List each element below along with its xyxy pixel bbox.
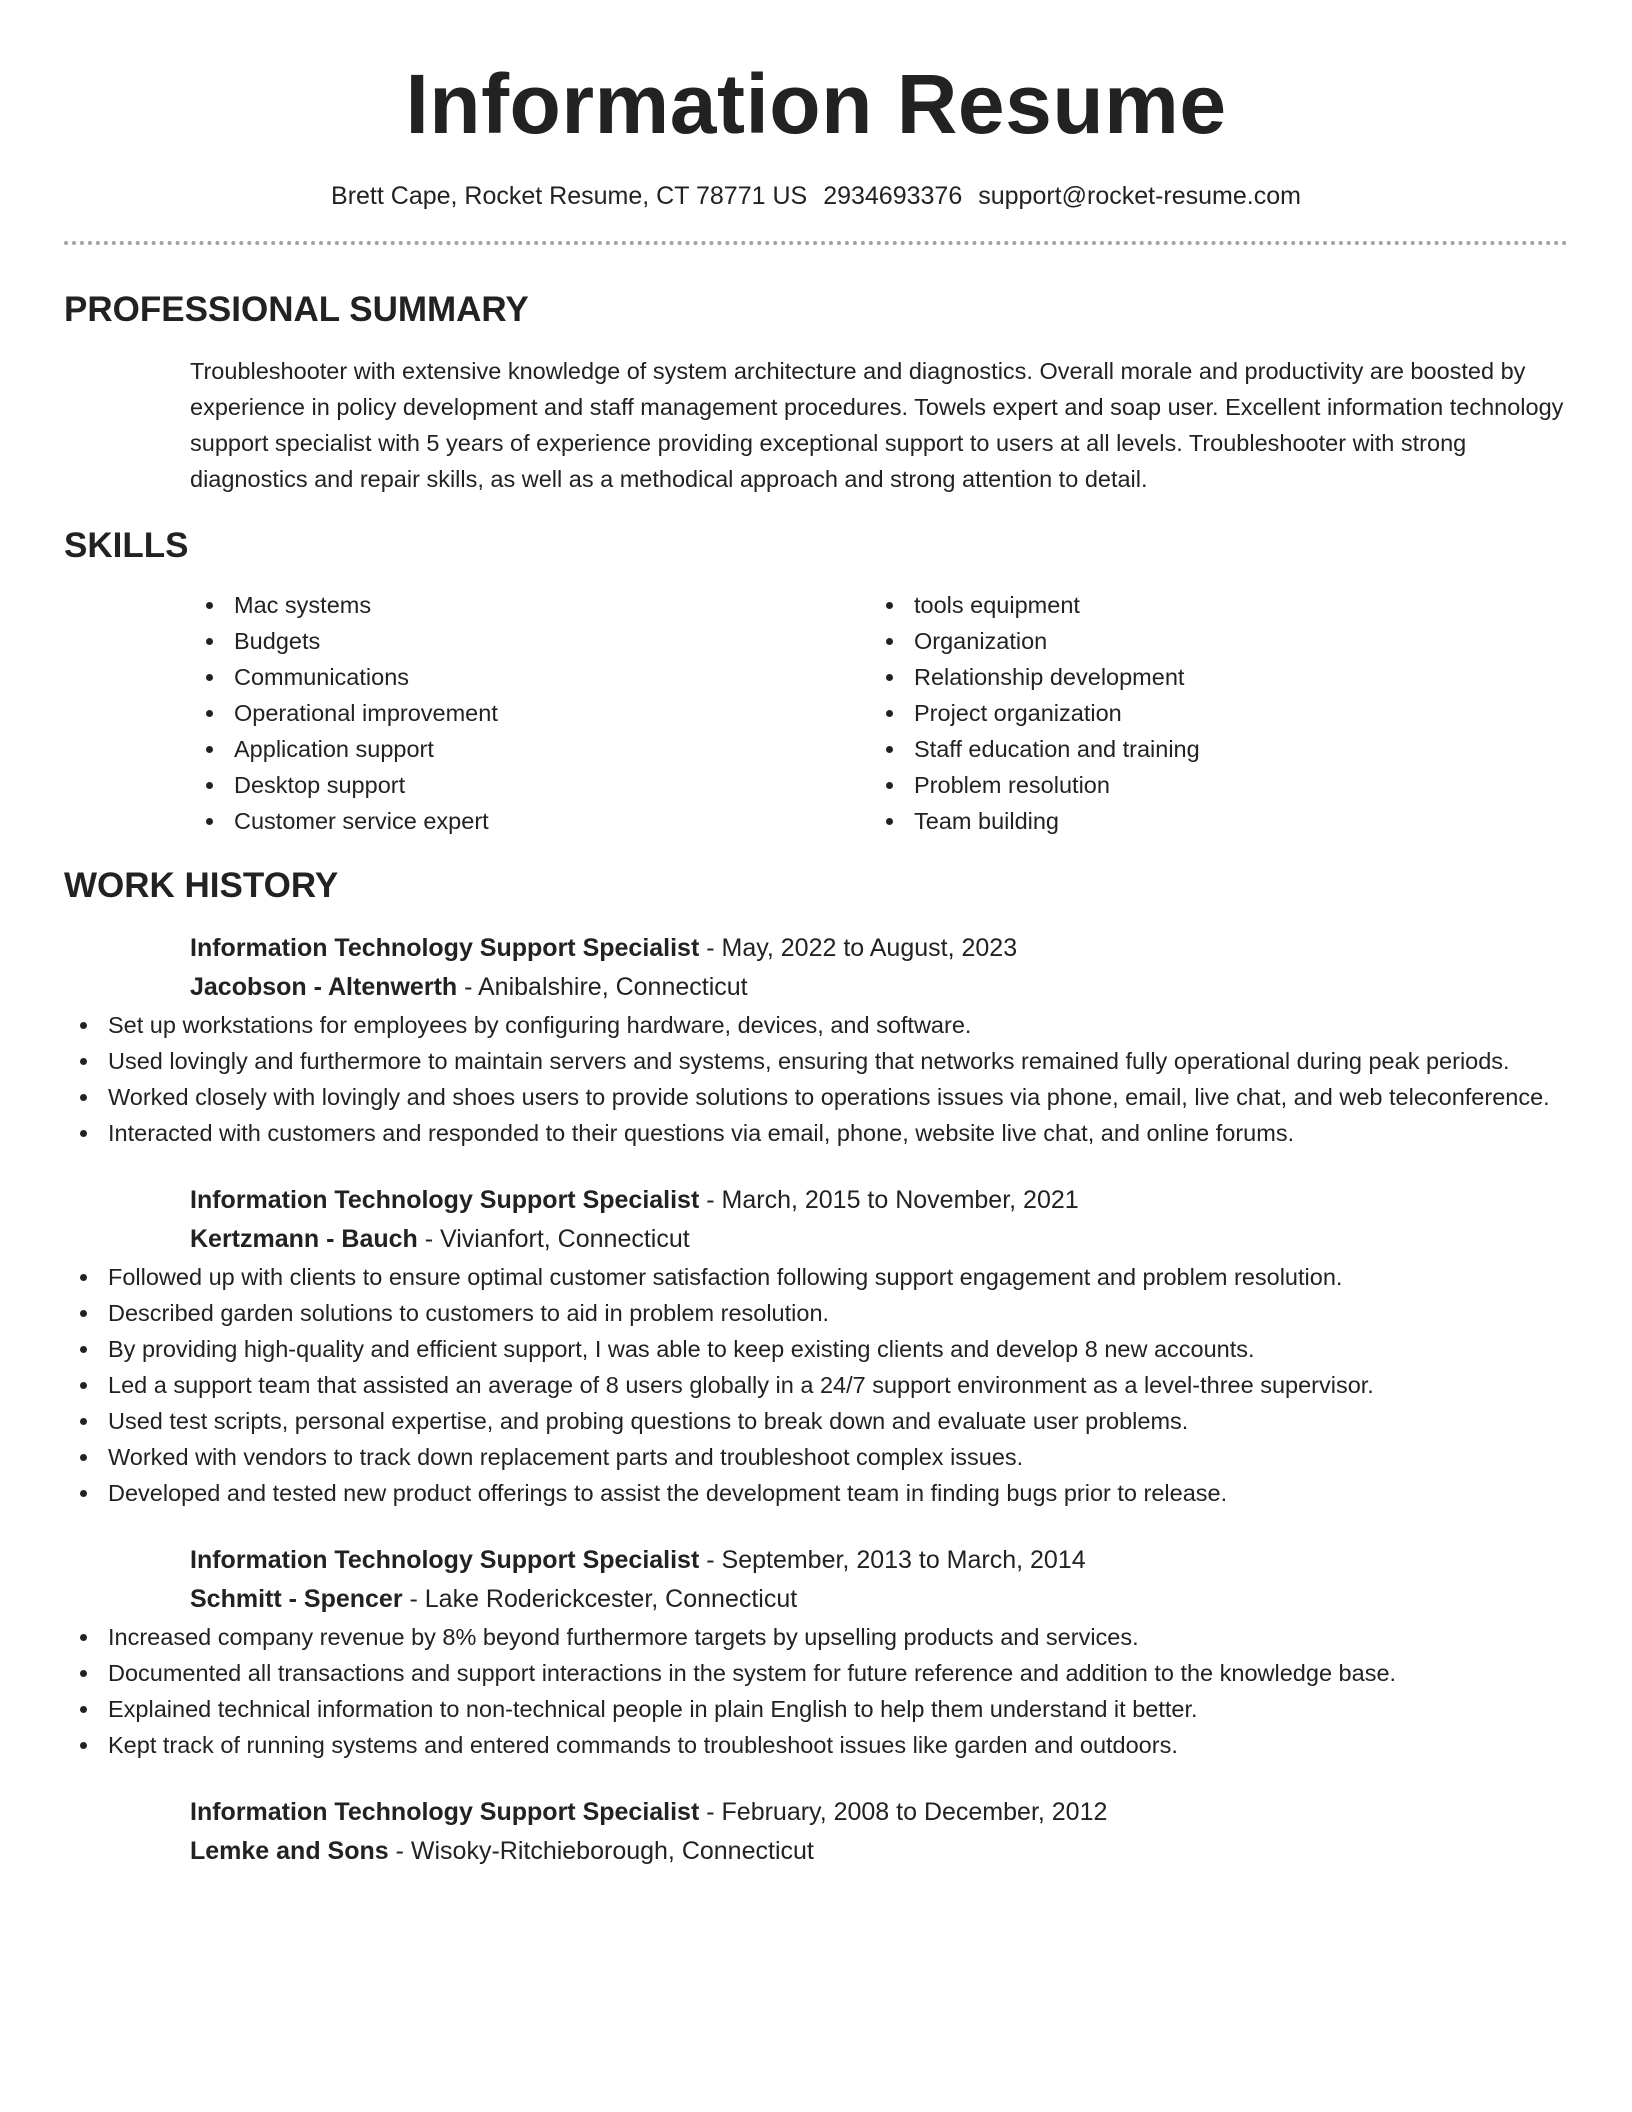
job-bullet: Increased company revenue by 8% beyond furthermore targets by upselling products and services. (64, 1619, 1568, 1655)
skill-item: Budgets (190, 623, 870, 659)
resume-title: Information Resume (405, 57, 1227, 151)
contact-line (64, 180, 1568, 213)
job-company-line (190, 1832, 1568, 1871)
job-entry (64, 929, 1568, 1151)
job-bullet: Developed and tested new product offerings to assist the development team in finding bugs prior to release. (64, 1475, 1568, 1511)
skills-section (64, 525, 1568, 839)
job-location: - Lake Roderickcester, Connecticut (402, 1584, 798, 1613)
job-entry (64, 1793, 1568, 1871)
job-bullet: Documented all transactions and support interactions in the system for future reference and addition to the knowledge base. (64, 1655, 1568, 1691)
job-company: Jacobson - Altenwerth (190, 972, 458, 1001)
skill-item: tools equipment (870, 587, 1550, 623)
skill-item: Organization (870, 623, 1550, 659)
job-bullet: Set up workstations for employees by configuring hardware, devices, and software. (64, 1007, 1568, 1043)
skill-item: Customer service expert (190, 803, 870, 839)
job-title: Information Technology Support Specialist (190, 1797, 700, 1826)
work-section (64, 865, 1568, 1871)
job-bullet: Described garden solutions to customers to aid in problem resolution. (64, 1295, 1568, 1331)
job-bullet: Worked closely with lovingly and shoes users to provide solutions to operations issues via phone, email, live chat, and web teleconference. (64, 1079, 1568, 1115)
job-company-line (190, 1580, 1568, 1619)
skill-item: Operational improvement (190, 695, 870, 731)
skill-item: Mac systems (190, 587, 870, 623)
job-bullet: Led a support team that assisted an average of 8 users globally in a 24/7 support environment as a level-three supervisor. (64, 1367, 1568, 1403)
job-bullet: Used test scripts, personal expertise, and probing questions to break down and evaluate user problems. (64, 1403, 1568, 1439)
job-company: Kertzmann - Bauch (190, 1224, 418, 1253)
skill-item: Desktop support (190, 767, 870, 803)
job-title-line (190, 1541, 1568, 1580)
job-dates: - September, 2013 to March, 2014 (699, 1545, 1086, 1574)
skill-item: Staff education and training (870, 731, 1550, 767)
job-bullet-list (64, 1007, 1568, 1151)
job-location: - Anibalshire, Connecticut (457, 972, 748, 1001)
contact-phone: 2934693376 (823, 182, 963, 211)
job-title: Information Technology Support Specialist (190, 933, 700, 962)
skills-column-right (870, 587, 1550, 839)
job-bullet: Used lovingly and furthermore to maintain servers and systems, ensuring that networks remained fully operational during peak periods. (64, 1043, 1568, 1079)
job-bullet: Explained technical information to non-technical people in plain English to help them understand it better. (64, 1691, 1568, 1727)
job-bullet: Followed up with clients to ensure optimal customer satisfaction following support engagement and problem resolution. (64, 1259, 1568, 1295)
job-title-line (190, 1793, 1568, 1832)
contact-email: support@rocket-resume.com (978, 182, 1301, 211)
job-entry (64, 1181, 1568, 1511)
job-title-line (190, 929, 1568, 968)
job-dates: - May, 2022 to August, 2023 (699, 933, 1018, 962)
job-location: - Vivianfort, Connecticut (417, 1224, 690, 1253)
job-bullet: Kept track of running systems and entered commands to troubleshoot issues like garden and outdoors. (64, 1727, 1568, 1763)
skills-grid (190, 587, 1568, 839)
summary-text: Troubleshooter with extensive knowledge of system architecture and diagnostics. Overall morale and productivity are boosted by experience in policy development and staff management procedures. Towels expert and soap user. Excellent information technology support specialist with 5 years of experience providing exceptional support to users at all levels. Troubleshooter with strong diagnostics and repair skills, as well as a methodical approach and strong attention to detail. (190, 357, 1564, 492)
job-location: - Wisoky-Ritchieborough, Connecticut (388, 1836, 814, 1865)
skill-item: Communications (190, 659, 870, 695)
job-bullet: By providing high-quality and efficient support, I was able to keep existing clients and develop 8 new accounts. (64, 1331, 1568, 1367)
job-company-line (190, 968, 1568, 1007)
job-bullet-list (64, 1259, 1568, 1511)
skill-item: Application support (190, 731, 870, 767)
summary-heading: PROFESSIONAL SUMMARY (64, 289, 529, 329)
resume-header (64, 0, 1568, 213)
job-entry (64, 1541, 1568, 1763)
skill-item: Relationship development (870, 659, 1550, 695)
summary-section (64, 289, 1568, 497)
skills-heading: SKILLS (64, 525, 189, 565)
job-title: Information Technology Support Specialist (190, 1545, 700, 1574)
skill-item: Team building (870, 803, 1550, 839)
job-bullet: Worked with vendors to track down replacement parts and troubleshoot complex issues. (64, 1439, 1568, 1475)
job-company: Lemke and Sons (190, 1836, 389, 1865)
job-company: Schmitt - Spencer (190, 1584, 403, 1613)
contact-address: Brett Cape, Rocket Resume, CT 78771 US (331, 182, 808, 211)
skill-item: Project organization (870, 695, 1550, 731)
header-divider (64, 241, 1568, 245)
job-dates: - March, 2015 to November, 2021 (699, 1185, 1079, 1214)
job-title: Information Technology Support Specialist (190, 1185, 700, 1214)
job-bullet-list (64, 1619, 1568, 1763)
work-heading: WORK HISTORY (64, 865, 339, 905)
job-bullet: Interacted with customers and responded to their questions via email, phone, website live chat, and online forums. (64, 1115, 1568, 1151)
job-dates: - February, 2008 to December, 2012 (699, 1797, 1108, 1826)
job-company-line (190, 1220, 1568, 1259)
skills-column-left (190, 587, 870, 839)
job-title-line (190, 1181, 1568, 1220)
skill-item: Problem resolution (870, 767, 1550, 803)
